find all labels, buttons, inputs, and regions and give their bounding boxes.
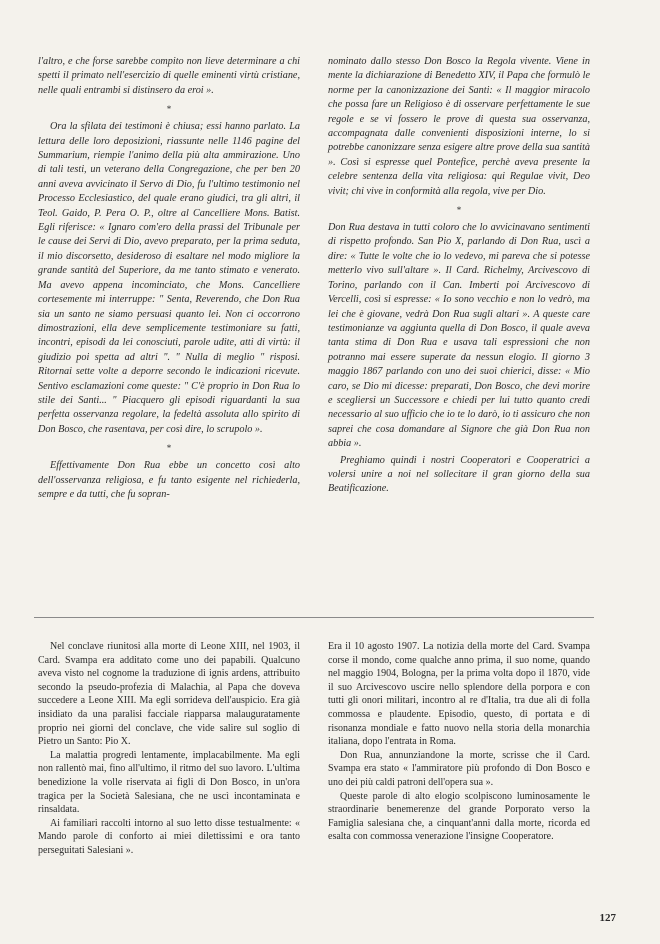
paragraph: Era il 10 agosto 1907. La notizia della morte del Card. Svampa corse il mondo, come qualche anno prima, il suo nome, quando nel maggio 1904, Bologna, per la prima volta dopo il 1870, vide il suo Arcivescovo uscire nello splendore della porpora e con tutti gli onori militari, incontro al re d'Italia, tra due ali di folla commossa e plaudente. Episodio, questo, di portata e di risonanza mondiale e fatto nuovo nella storia della monarchia italiana, dopo l'entrata in Roma. [328, 641, 590, 748]
upper-right-column [328, 55, 590, 499]
section-separator: * [166, 443, 172, 454]
paragraph: Ora la sfilata dei testimoni è chiusa; essi hanno parlato. La lettura delle loro deposizioni, riassunte nelle 1146 pagine del Summarium, riempie l'animo della più alta ammirazione. Uno di tali testi, un veterano della Congregazione, che per ben 20 anni aveva avvicinato il Servo di Dio, fu l'ultimo testimonio nel Processo Ecclesiastico, del quale erano giudici, tra gli altri, il Teol. Gaido, P. Pera O. P., oltre al Cancelliere Mons. Batist. Egli riferisce: « Ignaro com'ero della prassi del Tribunale per le cause dei Servi di Dio, avevo preparato, per la prima seduta, il mio discorsetto, desideroso di esaltare nel modo migliore la grande santità del Superiore, da me tanto stimato e venerato. Ma avevo appena incominciato, che Mons. Cancelliere cortesemente mi interruppe: " Senta, Reverendo, che Don Rua sia un santo ne siamo persuasi quanto lei. Non ci occorrono dimostrazioni, ella deve semplicemente testimoniare su fatti, incontri, episodi da lei conosciuti, parole udite, atti di virtù: il giudizio poi spetta ad altri ". " Nulla di meglio " risposi. Ritornai sette volte a deporre secondo le indicazioni ricevute. Sentivo esclamazioni come queste: " C'è proprio in Don Rua lo stile dei Santi... " Piacquero gli episodi riguardanti la sua perfetta osservanza regolare, la fedeltà assoluta allo spirito di Don Bosco, che rasentava, per così dire, lo scrupolo ». [38, 121, 300, 435]
page-number: 127 [599, 912, 616, 924]
paragraph: Preghiamo quindi i nostri Cooperatori e Cooperatrici a volersi unire a noi nel sollecitare il gran giorno della sua Beatificazione. [328, 454, 590, 495]
paragraph: La malattia progredì lentamente, implacabilmente. Ma egli non rallentò mai, fino all'ultimo, il ritmo del suo lavoro. L'ultima benedizione la volle riservata ai figli di Don Bosco, in un'ora tragica per la Società Salesiana, che ne uscì incontaminata e rinsaldata. [38, 749, 300, 816]
paragraph: Nel conclave riunitosi alla morte di Leone XIII, nel 1903, il Card. Svampa era additato come uno dei papabili. Qualcuno aveva visto nel cognome la traduzione di ignis ardens, attribuito secondo la pseudo-profezia di Malachia, al Papa che doveva succedere a Leone XIII. Ma egli sorrideva dell'auspicio. Era già insidiato da una paralisi facciale riapparsa malauguratamente proprio nei giorni del conclave, che vide salire sul soglio di Pietro un Santo: Pio X. [38, 641, 300, 748]
horizontal-divider [34, 617, 594, 618]
paragraph: Don Rua destava in tutti coloro che lo avvicinavano sentimenti di rispetto profondo. San Pio X, parlando di Don Rua, uscì a dire: « Tutte le volte che io lo vedevo, mi pareva che si potesse metterlo vivo sull'altare ». Il Card. Richelmy, Arcivescovo di Torino, parlando con il Can. Imberti poi Arcivescovo di Vercelli, così si espresse: « Io sono vecchio e non lo vedrò, ma lei che è giovane, vedrà Don Rua sugli altari ». A queste care testimonianze va aggiunta quella di Don Bosco, il quale aveva tanta stima di Don Rua e usava tali espressioni che non potranno mai essere superate da nessun elogio. Il giorno 3 maggio 1867 parlando con uno dei suoi chierici, disse: « Mio caro, se Dio mi dicesse: preparati, Don Bosco, che devi morire e scegliersi un Successore e chiedi per lui tutto quanto credi necessario al suo ufficio che io te lo darò, io ti assicuro che non saprei che cosa domandare al Signore che già Don Rua non abbia ». [328, 222, 590, 450]
paragraph: Don Rua, annunziandone la morte, scrisse che il Card. Svampa era stato « l'ammiratore più profondo di Don Bosco e uno dei più caldi patroni dell'opera sua ». [328, 749, 590, 788]
paragraph: Ai familiari raccolti intorno al suo letto disse testualmente: « Mando parole di conforto ai miei dilettissimi e ora tanto perseguitati Salesiani ». [38, 817, 300, 856]
paragraph: l'altro, e che forse sarebbe compito non lieve determinare a chi spetti il primato nell'esercizio di quelle eminenti virtù cristiane, nelle quali entrambi si distinsero da eroi ». [38, 56, 300, 96]
paragraph: Effettivamente Don Rua ebbe un concetto così alto dell'osservanza religiosa, e fu tanto esigente nel richiederla, sempre e da tutti, che fu sopran- [38, 460, 300, 500]
paragraph: nominato dallo stesso Don Bosco la Regola vivente. Viene in mente la dichiarazione di Benedetto XIV, il Papa che formulò le norme per la canonizzazione dei Santi: « Il maggior miracolo che possa fare un Religioso è di osservare perfettamente le sue regole e se vi fossero le prove di questa sua osservanza, accompagnata dalle convenienti disposizioni interne, lo si potrebbe canonizzare senza esigere altre prove della sua santità ». Così si espresse quel Pontefice, perchè aveva presente la celebre sentenza della vita religiosa: qui Regulae vivit, Deo vivit; chi vive in conformità alla regola, vive per Dio. [328, 56, 590, 197]
lower-left-column [38, 640, 300, 858]
section-separator: * [166, 104, 172, 115]
paragraph: Queste parole di alto elogio scolpiscono luminosamente le straordinarie benemerenze del grande Porporato verso la Famiglia salesiana che, a cinquant'anni dalla morte, ricorda ed esalta con commossa venerazione l'insigne Cooperatore. [328, 790, 590, 843]
section-separator: * [456, 205, 462, 216]
lower-right-column [328, 640, 590, 844]
upper-left-column [38, 55, 300, 504]
